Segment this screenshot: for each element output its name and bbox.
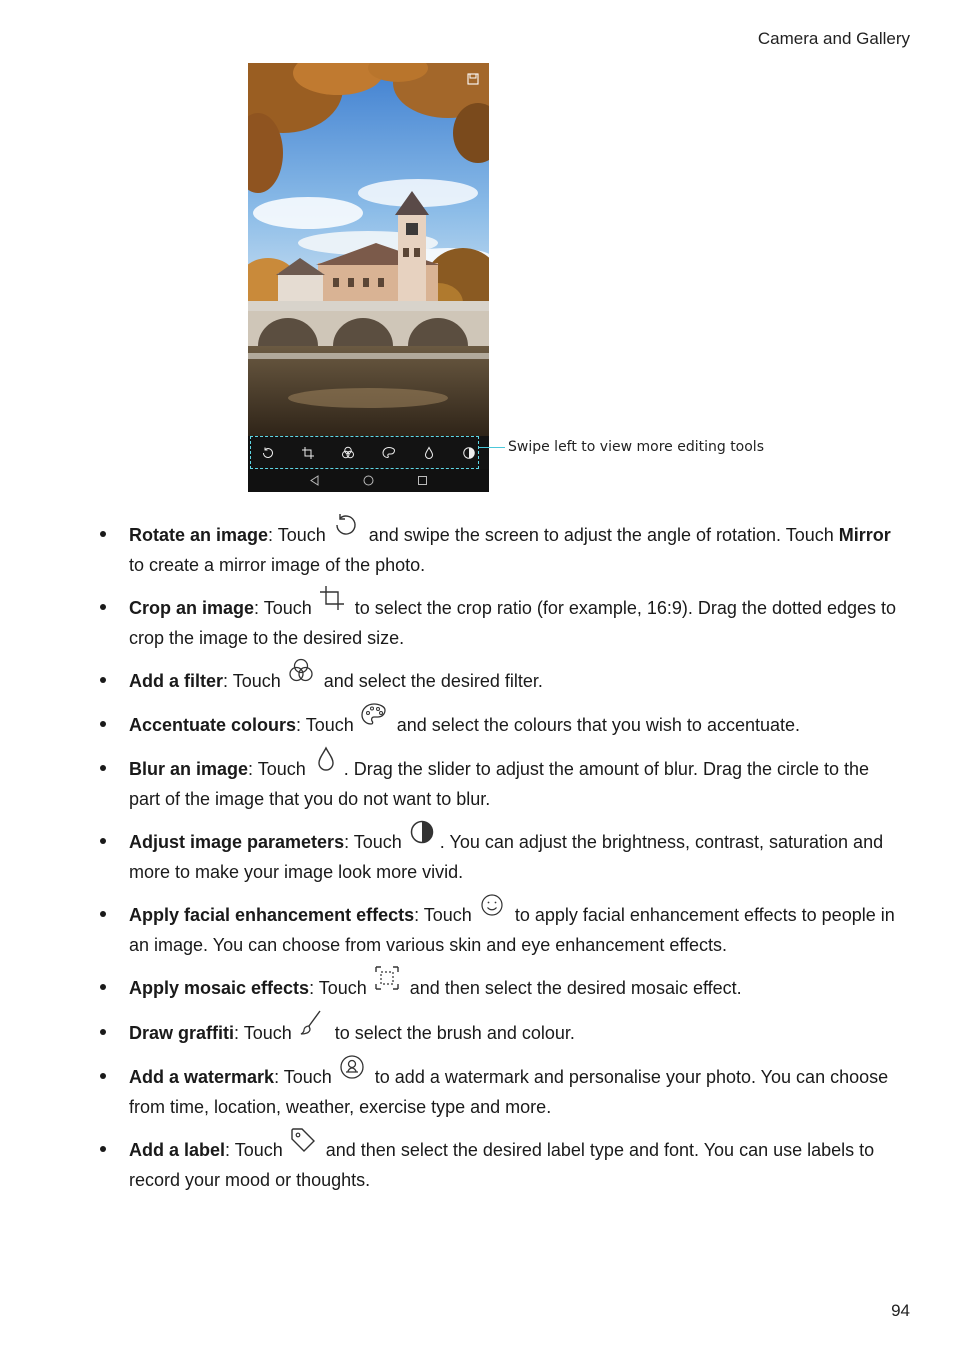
save-icon[interactable] (467, 72, 479, 84)
item-text-2: to create a mirror image of the photo. (129, 555, 426, 575)
item-lead: : Touch (225, 1140, 283, 1160)
callout-text: Swipe left to view more editing tools (508, 439, 764, 455)
item-title: Add a filter (129, 671, 224, 691)
toolbar-highlight-box (250, 436, 479, 469)
palette-icon (360, 701, 388, 729)
list-item-facial (129, 899, 899, 960)
item-title: Apply mosaic effects (129, 978, 310, 998)
system-navbar (248, 469, 489, 492)
list-item-graffiti (129, 1017, 899, 1048)
photo-scene (248, 63, 489, 492)
item-text: and then select the desired mosaic effect. (404, 978, 742, 998)
item-title: Adjust image parameters (129, 832, 345, 852)
page-number: 94 (891, 1301, 910, 1320)
item-text: to apply facial enhancement effects to people in an image. You can choose from various skin and eye enhancement effects. (129, 905, 895, 955)
item-lead: : Touch (248, 759, 306, 779)
item-title: Add a watermark (129, 1067, 275, 1087)
brush-icon (298, 1009, 326, 1037)
mosaic-icon (373, 964, 401, 992)
rotate-icon (332, 511, 360, 539)
list-item-watermark (129, 1061, 899, 1122)
item-text: . You can adjust the brightness, contrast, saturation and more to make your image look more vivid. (129, 832, 884, 882)
filter-icon (287, 657, 315, 685)
item-title: Add a label (129, 1140, 226, 1160)
item-title: Crop an image (129, 598, 255, 618)
page-header: Camera and Gallery (757, 29, 910, 48)
list-item-accentuate (129, 709, 899, 740)
list-item-filter (129, 665, 899, 696)
item-lead: : Touch (268, 525, 326, 545)
blur-drop-icon (312, 745, 340, 773)
smile-icon (478, 891, 506, 919)
item-text: and select the desired filter. (318, 671, 543, 691)
list-item-blur (129, 753, 899, 814)
list-item-adjust (129, 826, 899, 887)
item-lead: : Touch (223, 671, 281, 691)
item-text: and select the colours that you wish to accentuate. (391, 715, 801, 735)
item-lead: : Touch (254, 598, 312, 618)
phone-screenshot (248, 63, 489, 492)
item-lead: : Touch (234, 1023, 292, 1043)
crop-icon (318, 584, 346, 612)
item-lead: : Touch (296, 715, 354, 735)
home-icon[interactable] (363, 475, 374, 486)
item-text: to select the brush and colour. (329, 1023, 575, 1043)
item-title: Blur an image (129, 759, 249, 779)
list-item-mosaic (129, 972, 899, 1003)
list-item-label (129, 1134, 899, 1195)
item-title: Draw graffiti (129, 1023, 235, 1043)
list-item-rotate (129, 519, 899, 580)
item-lead: : Touch (344, 832, 402, 852)
adjust-contrast-icon (408, 818, 436, 846)
item-lead: : Touch (274, 1067, 332, 1087)
item-text: and swipe the screen to adjust the angle of rotation. Touch (363, 525, 839, 545)
item-title: Accentuate colours (129, 715, 297, 735)
watermark-icon (338, 1053, 366, 1081)
list-item-crop (129, 592, 899, 653)
item-text: and then select the desired label type and font. You can use labels to record your mood or thoughts. (129, 1140, 875, 1190)
item-text: to select the crop ratio (for example, 16:9). Drag the dotted edges to crop the image to the desired size. (129, 598, 897, 648)
item-lead: : Touch (309, 978, 367, 998)
item-text: to add a watermark and personalise your photo. You can choose from time, location, weather, exercise type and more. (129, 1067, 889, 1117)
label-tag-icon (289, 1126, 317, 1154)
item-title: Apply facial enhancement effects (129, 905, 415, 925)
mirror-label: Mirror (838, 525, 891, 545)
callout-line (479, 447, 505, 448)
item-title: Rotate an image (129, 525, 269, 545)
back-icon[interactable] (309, 475, 320, 486)
recents-icon[interactable] (417, 475, 428, 486)
item-lead: : Touch (414, 905, 472, 925)
item-text: . Drag the slider to adjust the amount of blur. Drag the circle to the part of the image that you do not want to blur. (129, 759, 870, 809)
